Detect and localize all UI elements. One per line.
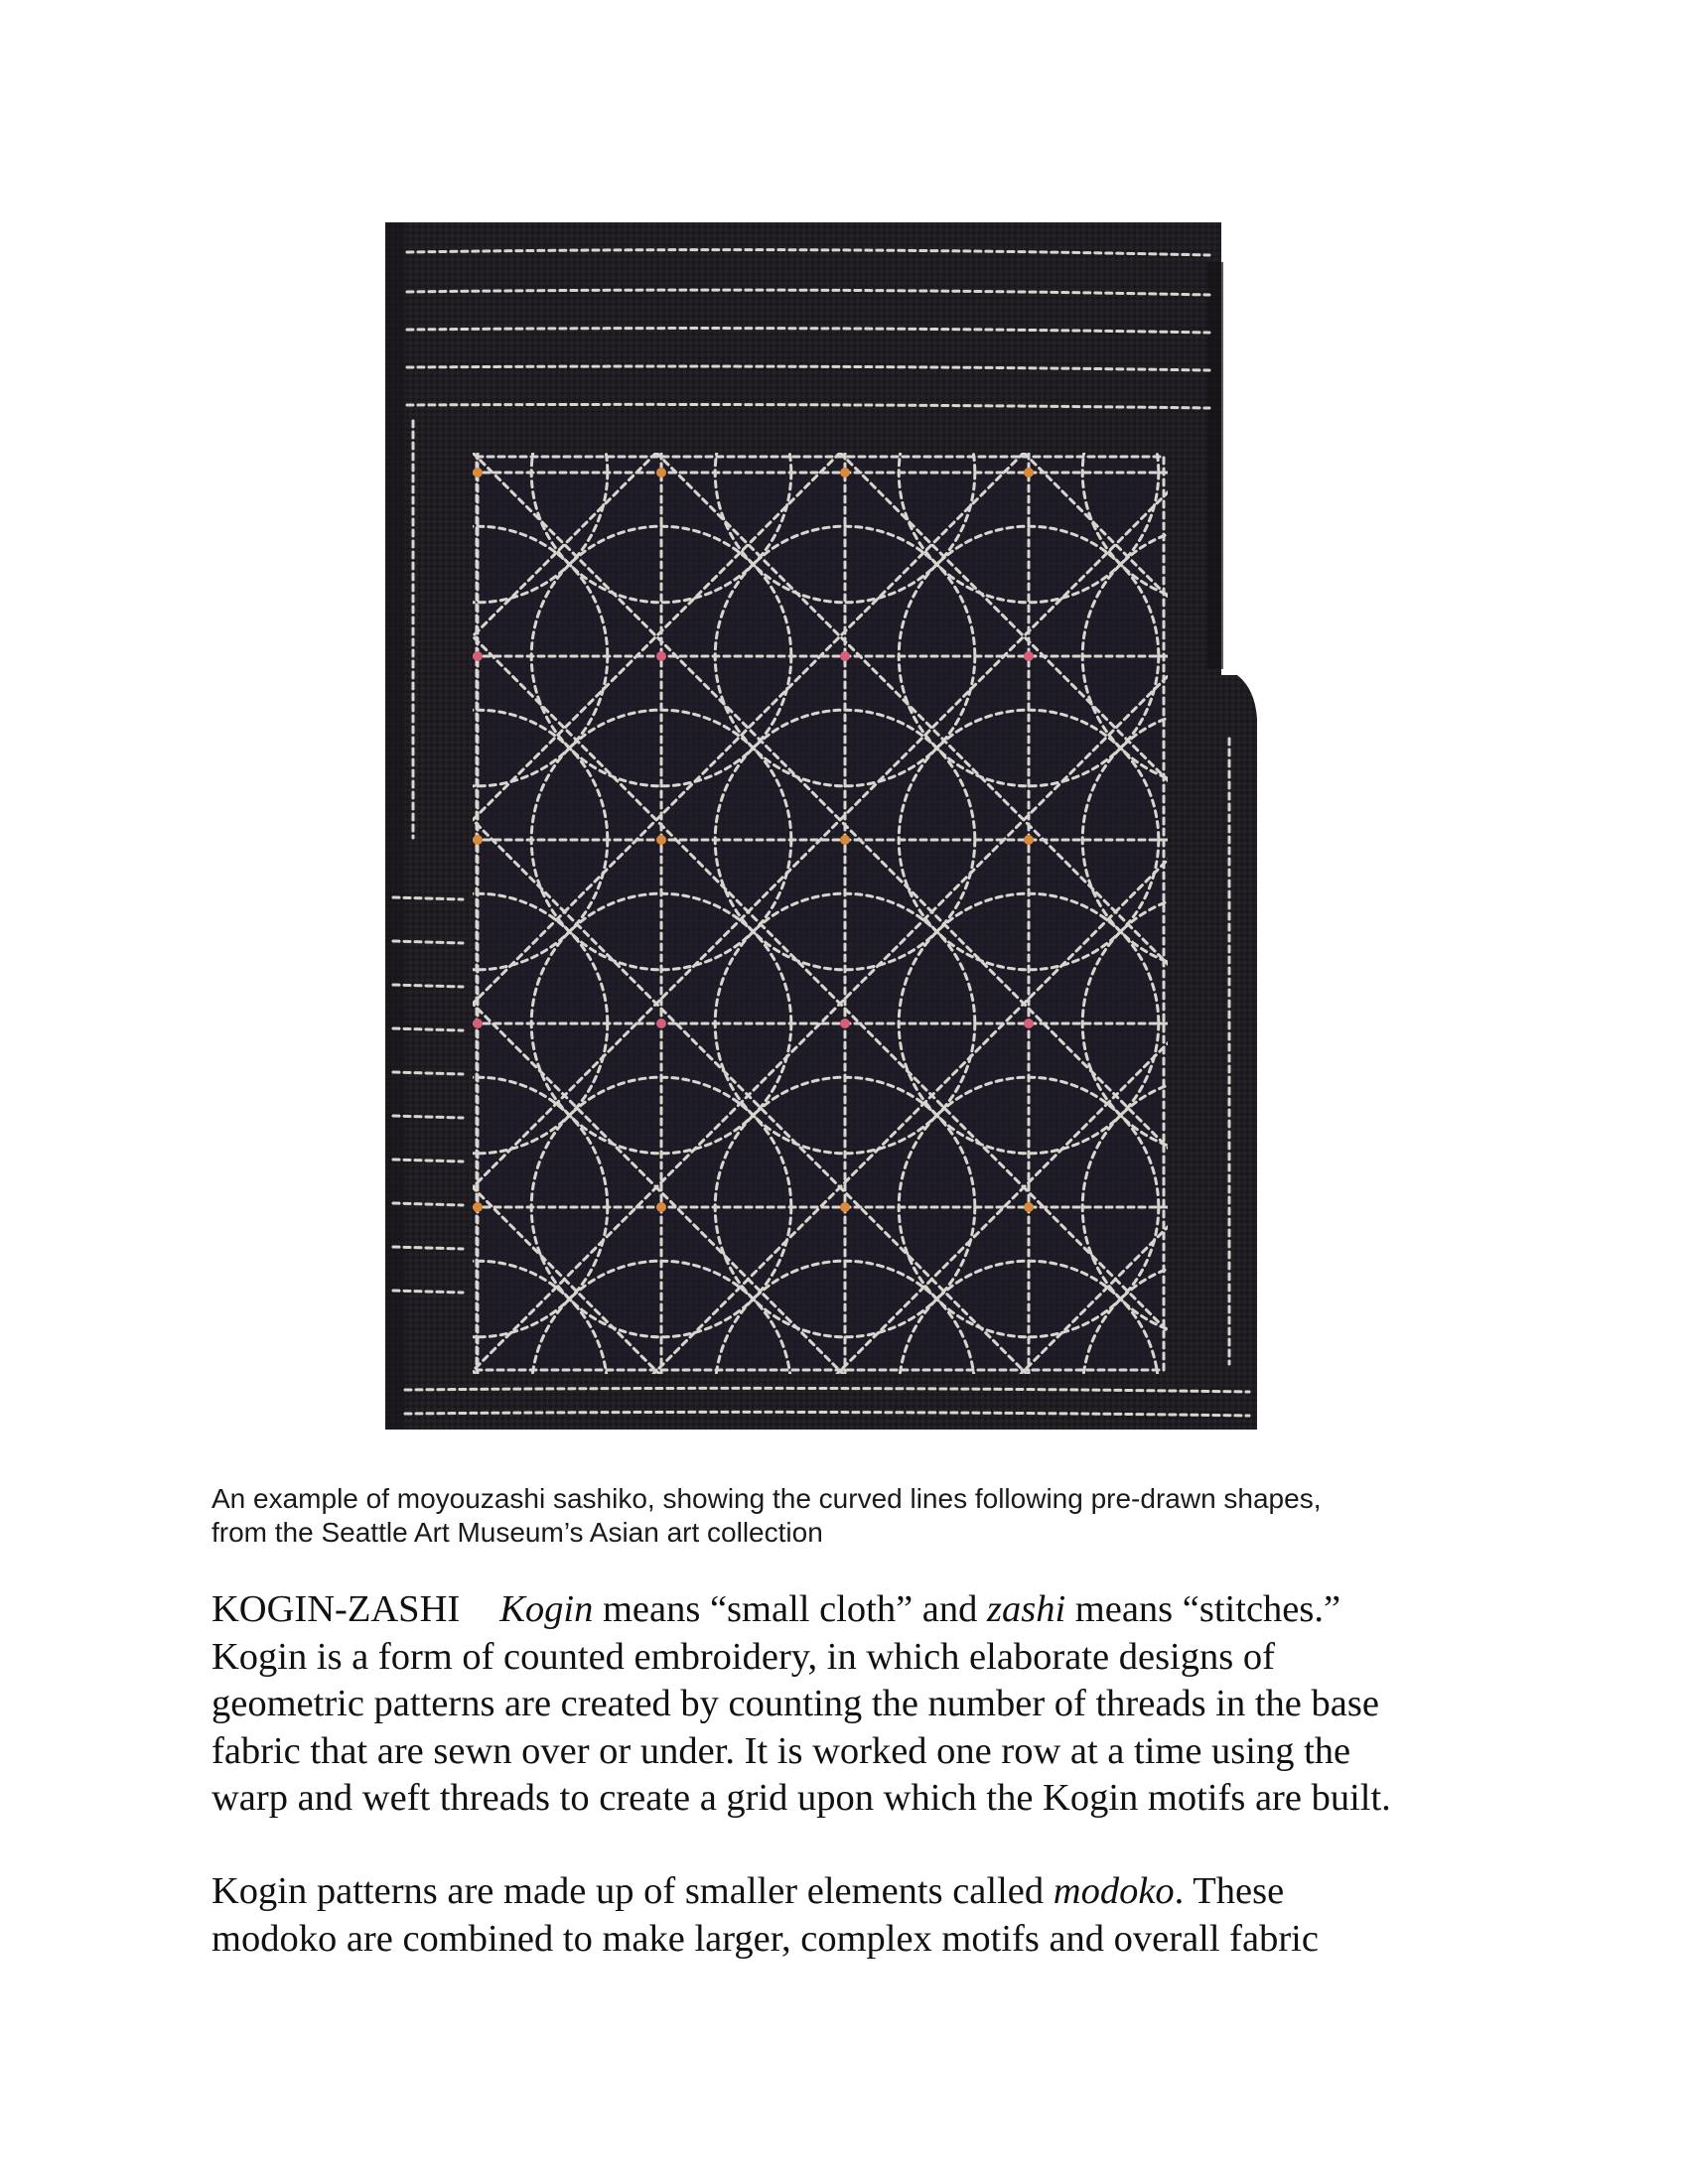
section-heading: KOGIN-ZASHI	[211, 1588, 461, 1630]
running-stitch-row	[393, 1291, 463, 1293]
figure-caption	[211, 1482, 1502, 1550]
running-stitch-row	[393, 1072, 463, 1074]
accent-knot	[656, 651, 666, 661]
running-stitch-row	[393, 1028, 463, 1030]
running-stitch-row	[393, 941, 463, 943]
term-zashi: zashi	[987, 1588, 1066, 1630]
paragraph-line: geometric patterns are created by counting the number of threads in the base	[211, 1683, 1379, 1724]
accent-knot	[656, 1019, 666, 1028]
accent-knot	[840, 1202, 850, 1212]
running-stitch-row	[393, 1160, 463, 1161]
accent-knot	[473, 651, 483, 661]
accent-knot	[840, 468, 850, 478]
running-stitch-row	[393, 985, 463, 987]
accent-knot	[1024, 835, 1034, 845]
term-modoko: modoko	[1053, 1870, 1175, 1912]
accent-knot	[1024, 468, 1034, 478]
accent-knot	[840, 1019, 850, 1028]
fabric-left-seam	[385, 222, 405, 1430]
running-stitch-row	[393, 1203, 463, 1205]
caption-line-2: from the Seattle Art Museum’s Asian art collection	[211, 1517, 823, 1548]
running-stitch-row	[393, 1247, 463, 1249]
accent-knot	[473, 1019, 483, 1028]
accent-knot	[473, 1202, 483, 1212]
accent-knot	[1024, 1019, 1034, 1028]
pattern-panel-texture	[473, 453, 1168, 1374]
accent-knot	[840, 835, 850, 845]
paragraph-line: fabric that are sewn over or under. It is worked one row at a time using the	[211, 1729, 1351, 1772]
caption-line-1: An example of moyouzashi sashiko, showing the curved lines following pre-drawn shapes,	[211, 1483, 1322, 1514]
accent-knot	[656, 1202, 666, 1212]
sashiko-fabric-illustration	[385, 222, 1291, 1430]
running-stitch-row	[393, 1116, 463, 1118]
paragraph-line: KOGIN-ZASHI Kogin means “small cloth” and zashi means “stitches.”	[211, 1588, 1341, 1630]
sashiko-fabric-photo	[385, 222, 1291, 1430]
paragraph-line: warp and weft threads to create a grid upon which the Kogin motifs are built.	[211, 1777, 1391, 1819]
kogin-patterns-paragraph	[211, 1868, 1532, 1963]
accent-knot	[840, 651, 850, 661]
paragraph-line: modoko are combined to make larger, complex motifs and overall fabric	[211, 1917, 1319, 1960]
paragraph-line: Kogin is a form of counted embroidery, in which elaborate designs of	[211, 1635, 1275, 1678]
kogin-zashi-paragraph	[211, 1586, 1532, 1823]
fabric-edge-shadow	[1207, 262, 1223, 669]
accent-knot	[473, 468, 483, 478]
accent-knot	[1024, 1202, 1034, 1212]
accent-knot	[656, 468, 666, 478]
accent-knot	[1024, 651, 1034, 661]
accent-knot	[473, 835, 483, 845]
term-kogin: Kogin	[499, 1588, 594, 1630]
accent-knot	[656, 835, 666, 845]
paragraph-line: Kogin patterns are made up of smaller elements called modoko. These	[211, 1870, 1285, 1912]
running-stitch-row	[393, 897, 463, 899]
